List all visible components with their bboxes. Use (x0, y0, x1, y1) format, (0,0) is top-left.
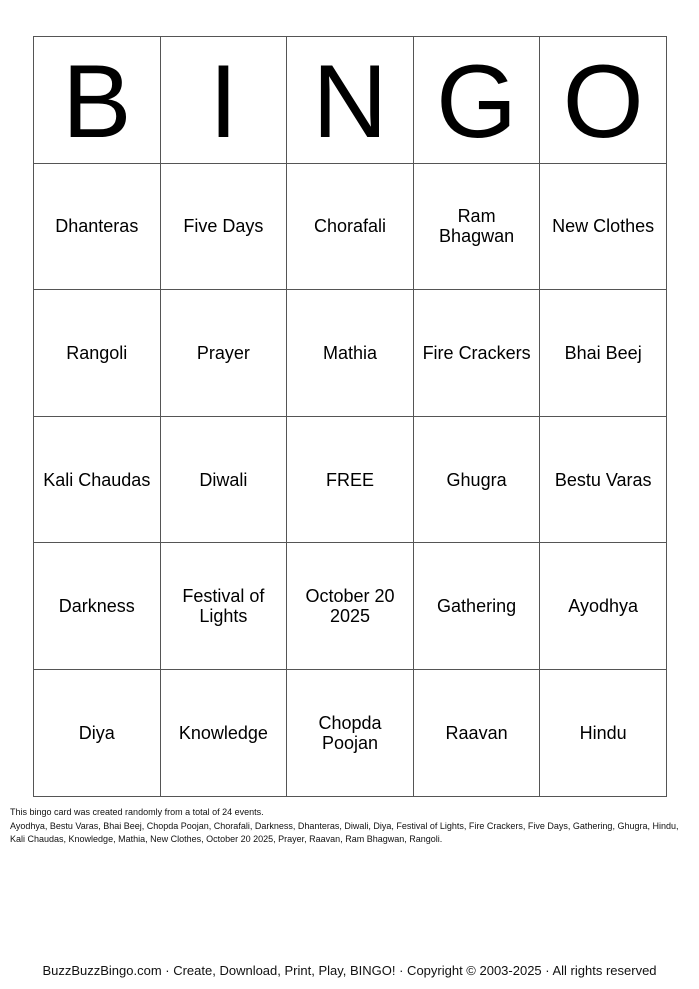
bingo-cell: Dhanteras (34, 163, 161, 290)
bingo-cell: Chopda Poojan (287, 669, 414, 796)
bingo-cell: Five Days (160, 163, 287, 290)
bingo-cell: Prayer (160, 290, 287, 417)
bingo-cell: Festival of Lights (160, 543, 287, 670)
bingo-cell: Bhai Beej (540, 290, 667, 417)
notes-events-list: Ayodhya, Bestu Varas, Bhai Beej, Chopda Poojan, Chorafali, Darkness, Dhanteras, Diwali, Diya, Festival of Lights, Fire Crackers, Five Days, Gathering, Ghugra, Hindu, Kali Chaudas, Knowledge, Mathia, New Clothes, October 20 2025, Prayer, Raavan, Ram Bhagwan, Rangoli. (10, 820, 679, 844)
card-row (34, 416, 667, 543)
header-letter-i: I (160, 37, 287, 164)
bingo-cell: Diwali (160, 416, 287, 543)
header-letter-o: O (540, 37, 667, 164)
bingo-cell: Ayodhya (540, 543, 667, 670)
footer-copyright: BuzzBuzzBingo.com · Create, Download, Print, Play, BINGO! · Copyright © 2003-2025 · All rights reserved (42, 963, 657, 978)
header-letter-n: N (287, 37, 414, 164)
bingo-cell: Gathering (413, 543, 540, 670)
bingo-cell: Kali Chaudas (34, 416, 161, 543)
card-row (34, 669, 667, 796)
card-row (34, 290, 667, 417)
bingo-cell: Chorafali (287, 163, 414, 290)
header-row (34, 37, 667, 164)
bingo-cell: Raavan (413, 669, 540, 796)
bingo-cell: New Clothes (540, 163, 667, 290)
bingo-cell: Bestu Varas (540, 416, 667, 543)
bingo-cell: Hindu (540, 669, 667, 796)
bingo-cell: October 20 2025 (287, 543, 414, 670)
bingo-cell: Ram Bhagwan (413, 163, 540, 290)
bingo-cell: Darkness (34, 543, 161, 670)
bingo-cell: Rangoli (34, 290, 161, 417)
bingo-cell: Knowledge (160, 669, 287, 796)
bingo-cell: Diya (34, 669, 161, 796)
header-letter-g: G (413, 37, 540, 164)
notes-summary: This bingo card was created randomly from a total of 24 events. (10, 807, 264, 817)
bingo-card (33, 36, 667, 797)
card-row (34, 543, 667, 670)
bingo-cell: Ghugra (413, 416, 540, 543)
free-space-cell: FREE (287, 416, 414, 543)
bingo-cell: Fire Crackers (413, 290, 540, 417)
header-letter-b: B (34, 37, 161, 164)
card-notes (10, 806, 695, 847)
bingo-cell: Mathia (287, 290, 414, 417)
card-row (34, 163, 667, 290)
